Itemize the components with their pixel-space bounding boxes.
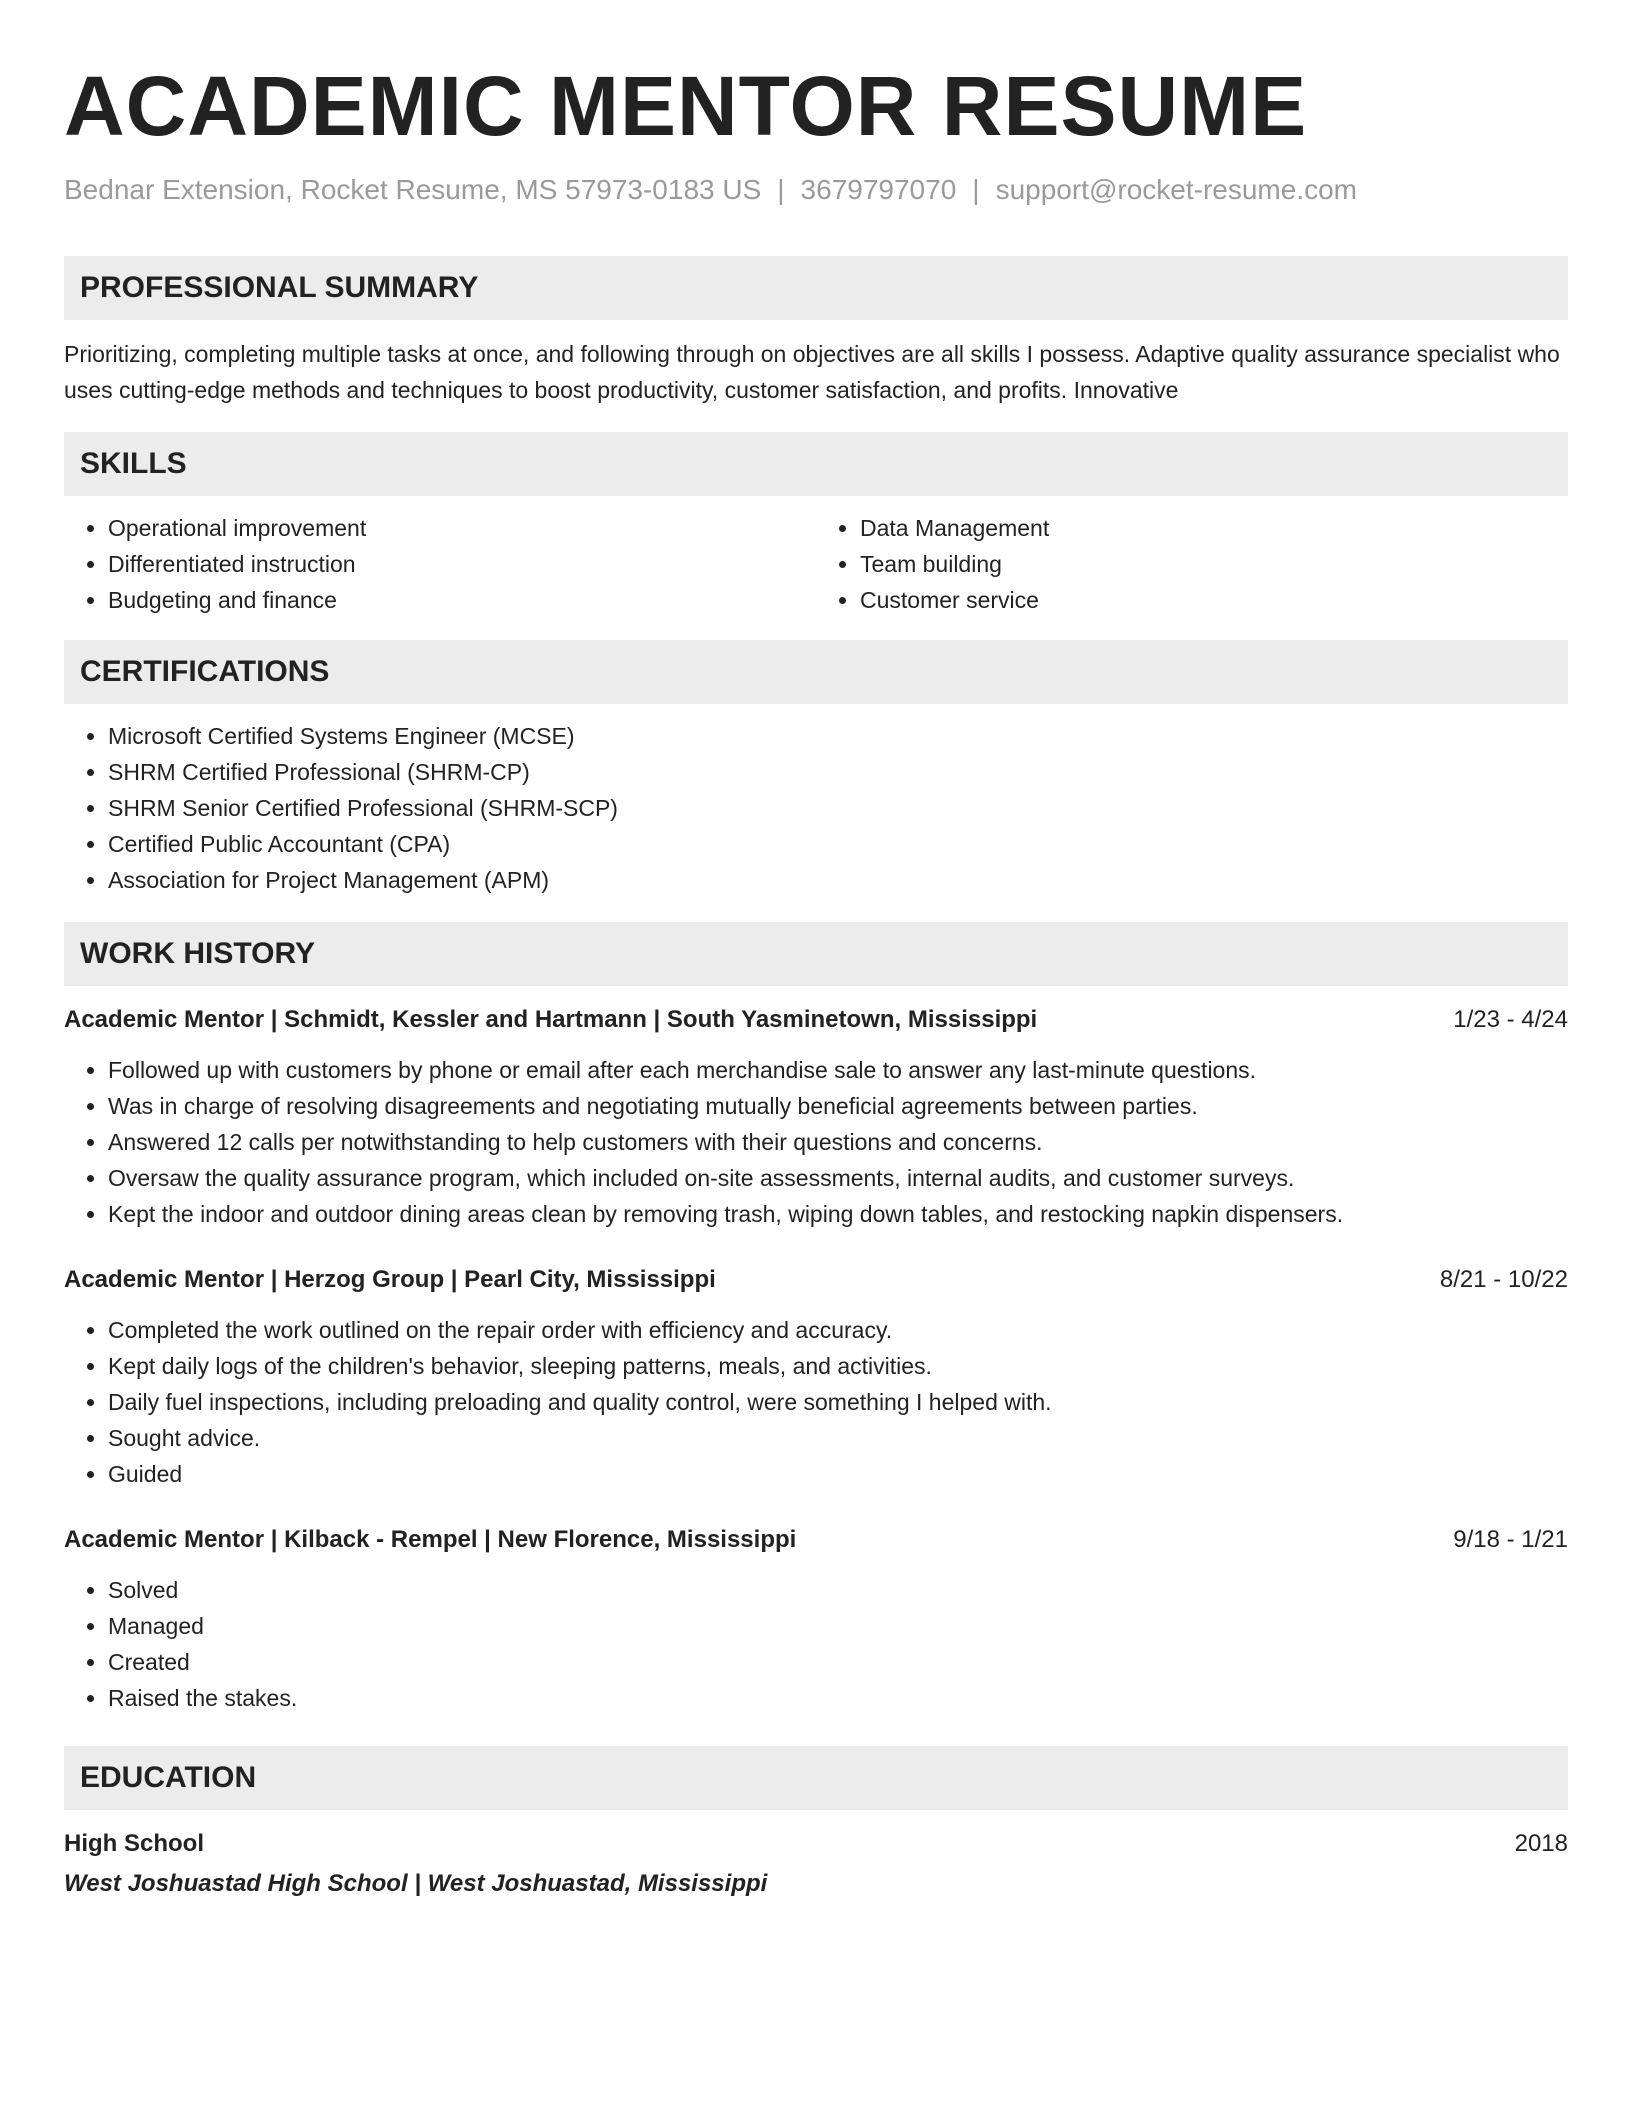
work-history-section xyxy=(64,922,1568,1716)
certification-item: • Certified Public Accountant (CPA) xyxy=(108,826,1568,862)
skill-item: • Team building xyxy=(860,546,1568,582)
job-header xyxy=(64,1522,1568,1558)
certification-item: • SHRM Certified Professional (SHRM-CP) xyxy=(108,754,1568,790)
job-header xyxy=(64,1262,1568,1298)
job-header xyxy=(64,1002,1568,1038)
job-duty: • Answered 12 calls per notwithstanding to help customers with their questions and concerns. xyxy=(108,1124,1568,1160)
certification-item: • Association for Project Management (APM) xyxy=(108,862,1568,898)
summary-section xyxy=(64,256,1568,408)
job-duty: • Completed the work outlined on the repair order with efficiency and accuracy. xyxy=(108,1312,1568,1348)
job-duty: • Created xyxy=(108,1644,1568,1680)
certification-item: • SHRM Senior Certified Professional (SHRM-SCP) xyxy=(108,790,1568,826)
job-dates: 1/23 - 4/24 xyxy=(1453,1006,1568,1033)
education-year: 2018 xyxy=(1514,1830,1568,1857)
job-duty: • Raised the stakes. xyxy=(108,1680,1568,1716)
skill-item: • Operational improvement xyxy=(108,510,816,546)
certifications-section xyxy=(64,640,1568,898)
summary-text: Prioritizing, completing multiple tasks at once, and following through on objectives are all skills I possess. Adaptive quality assurance specialist who uses cutting-edge methods and techniques to boost productivity, customer satisfaction, and profits. Innovative xyxy=(64,341,1560,403)
education-degree: High School xyxy=(64,1830,204,1857)
certifications-list xyxy=(64,718,1568,898)
job-duty: • Followed up with customers by phone or email after each merchandise sale to answer any last-minute questions. xyxy=(108,1052,1568,1088)
job-title: Academic Mentor | Kilback - Rempel | New Florence, Mississippi xyxy=(64,1526,797,1553)
skills-right-list xyxy=(816,510,1568,618)
job-entry xyxy=(64,1262,1568,1492)
resume-title: ACADEMIC MENTOR RESUME xyxy=(64,59,1308,153)
job-title: Academic Mentor | Herzog Group | Pearl City, Mississippi xyxy=(64,1266,716,1293)
job-duty: • Sought advice. xyxy=(108,1420,1568,1456)
certifications-heading: CERTIFICATIONS xyxy=(64,640,1568,704)
job-title: Academic Mentor | Schmidt, Kessler and Hartmann | South Yasminetown, Mississippi xyxy=(64,1006,1038,1033)
education-school: West Joshuastad High School | West Joshuastad, Mississippi xyxy=(64,1870,768,1897)
skills-heading: SKILLS xyxy=(64,432,1568,496)
job-dates: 8/21 - 10/22 xyxy=(1439,1266,1568,1293)
job-duty: • Kept the indoor and outdoor dining areas clean by removing trash, wiping down tables, and restocking napkin dispensers. xyxy=(108,1196,1568,1232)
skill-item: • Budgeting and finance xyxy=(108,582,816,618)
job-duty: • Managed xyxy=(108,1608,1568,1644)
education-heading: EDUCATION xyxy=(64,1746,1568,1810)
education-header xyxy=(64,1826,1568,1862)
skill-item: • Differentiated instruction xyxy=(108,546,816,582)
job-dates: 9/18 - 1/21 xyxy=(1453,1526,1568,1553)
job-duty: • Solved xyxy=(108,1572,1568,1608)
contact-address: Bednar Extension, Rocket Resume, MS 57973-0183 US xyxy=(64,174,762,205)
job-duty: • Kept daily logs of the children's behavior, sleeping patterns, meals, and activities. xyxy=(108,1348,1568,1384)
contact-email: support@rocket-resume.com xyxy=(995,174,1357,205)
skills-columns xyxy=(64,510,1568,618)
job-duties xyxy=(64,1572,1568,1716)
job-duty: • Guided xyxy=(108,1456,1568,1492)
job-duties xyxy=(64,1312,1568,1492)
summary-heading: PROFESSIONAL SUMMARY xyxy=(64,256,1568,320)
job-entry xyxy=(64,1002,1568,1232)
job-duties xyxy=(64,1052,1568,1232)
contact-line xyxy=(64,174,1568,206)
job-duty: • Was in charge of resolving disagreements and negotiating mutually beneficial agreements between parties. xyxy=(108,1088,1568,1124)
skill-item: • Customer service xyxy=(860,582,1568,618)
certification-item: • Microsoft Certified Systems Engineer (MCSE) xyxy=(108,718,1568,754)
skills-section xyxy=(64,432,1568,618)
contact-separator: | xyxy=(972,174,980,205)
education-section xyxy=(64,1746,1568,1902)
job-duty: • Daily fuel inspections, including preloading and quality control, were something I helped with. xyxy=(108,1384,1568,1420)
contact-separator: | xyxy=(777,174,785,205)
skills-left-list xyxy=(64,510,816,618)
contact-phone: 3679797070 xyxy=(800,174,957,205)
job-duty: • Oversaw the quality assurance program, which included on-site assessments, internal audits, and customer surveys. xyxy=(108,1160,1568,1196)
skill-item: • Data Management xyxy=(860,510,1568,546)
job-entry xyxy=(64,1522,1568,1716)
work-history-heading: WORK HISTORY xyxy=(64,922,1568,986)
